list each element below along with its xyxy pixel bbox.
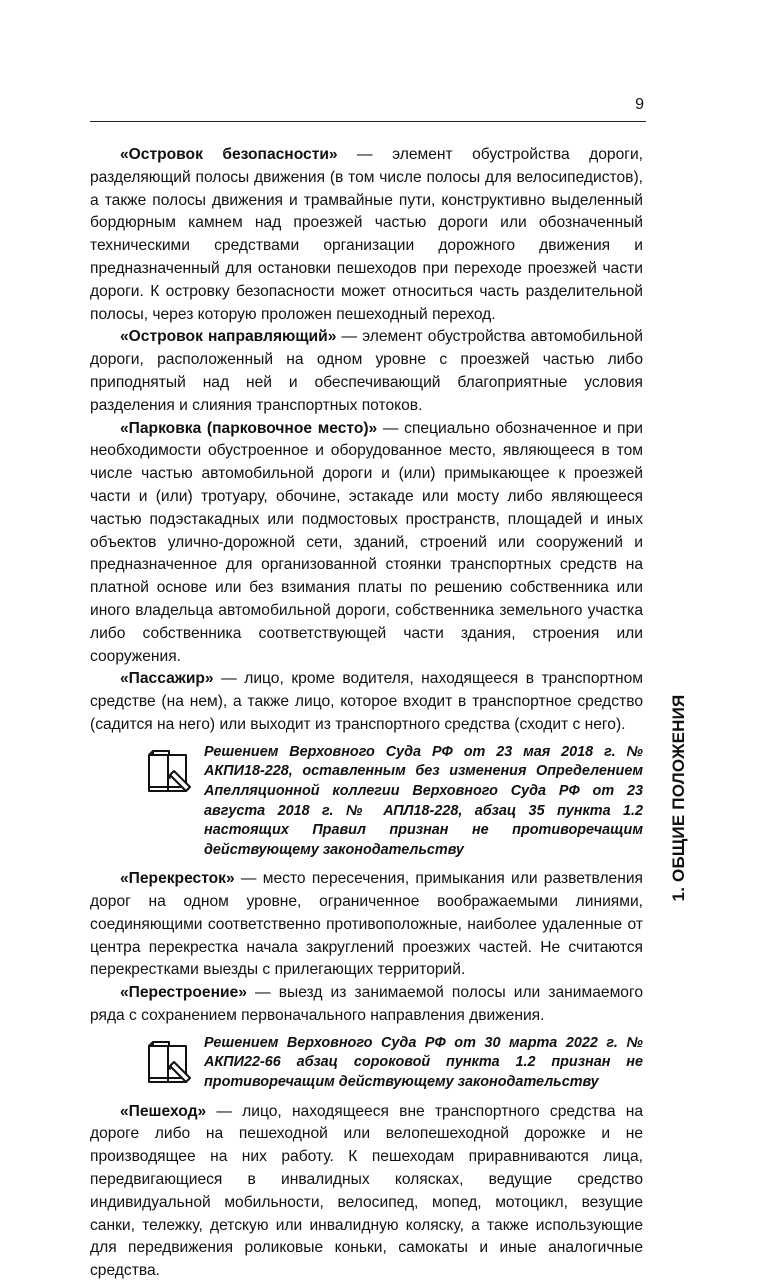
- definition-text: — лицо, кроме водителя, находящееся в транспортном средстве (на нем), а также лицо, которое входит в транспортное средство (садится на него) или выходит из транспортного средства (сходит с него).: [90, 670, 643, 733]
- court-note-text: Решением Верховного Суда РФ от 30 марта 2022 г. № АКПИ22-66 абзац сороковой пункта 1.2 признан не противоречащим действующему законодательству: [204, 1034, 643, 1091]
- definition-term: «Островок безопасности»: [120, 146, 338, 163]
- definition-paragraph: [90, 144, 643, 326]
- definition-term: «Пассажир»: [120, 670, 214, 688]
- court-note-text: Решением Верховного Суда РФ от 23 мая 2018 г. № АКПИ18-228, оставленным без изменения Определением Апелляционной коллегии Верховного Суда РФ от 23 августа 2018 г. № АПЛ18-228, абзац 35 пункта 1.2 настоящих Правил признан не противоречащим действующему законодательству: [204, 743, 643, 858]
- definition-paragraph: [90, 418, 643, 669]
- book-pen-icon: [146, 749, 196, 795]
- chapter-side-tab: [664, 694, 694, 902]
- chapter-side-tab-label: 1. ОБЩИЕ ПОЛОЖЕНИЯ: [669, 694, 688, 902]
- definition-text: — место пересечения, примыкания или разветвления дорог на одном уровне, ограниченное воображаемыми линиями, соединяющими соответственно противоположные, наиболее удаленные от центра перекрестка начала закруглений проезжих частей. Не считаются перекрестками выезды с прилегающих территорий.: [90, 870, 643, 979]
- header-rule: [90, 121, 646, 122]
- definition-paragraph: [90, 668, 643, 736]
- court-note: [90, 1034, 643, 1093]
- definition-term: «Перекресток»: [120, 870, 235, 888]
- definition-text: — выезд из занимаемой полосы или занимаемого ряда с сохранением первоначального направления движения.: [90, 984, 643, 1025]
- definition-term: «Парковка (парковочное место)»: [120, 419, 378, 437]
- court-note: [90, 743, 643, 861]
- definition-paragraph: [90, 326, 643, 417]
- definition-text: — лицо, находящееся вне транспортного средства на дороге либо на пешеходной или велопешеходной дорожке и не производящее на них работу. К пешеходам приравниваются лица, передвигающиеся в инвалидных колясках, ведущие средство индивидуальной мобильности, велосипед, мопед, мотоцикл, везущие санки, тележку, детскую или инвалидную коляску, а также использующие для передвижения роликовые коньки, самокаты и иные аналогичные средства.: [90, 1102, 643, 1280]
- page-number: 9: [635, 96, 644, 113]
- definition-paragraph: [90, 1101, 643, 1283]
- definition-text: — элемент обустройства дороги, разделяющий полосы движения (в том числе полосы для велосипедистов), а также полосы движения и трамвайные пути, конструктивно выделенный бордюрным камнем над проезжей частью дороги или обозначенный техническими средствами организации дорожного движения и предназначенный для остановки пешеходов при переходе проезжей части дороги. К островку безопасности может относиться часть разделительной полосы, через которую проложен пешеходный переход.: [90, 146, 643, 323]
- definition-text: — специально обозначенное и при необходимости обустроенное и оборудованное место, являющееся в том числе частью автомобильной дороги и (или) примыкающее к проезжей части и (или) тротуару, обочине, эстакаде или мосту либо являющееся частью подэстакадных или подмостовых пространств, площадей и иных объектов улично-дорожной сети, зданий, строений или сооружений и предназначенное для организованной стоянки транспортных средств на платной основе или без взимания платы по решению собственника или иного владельца автомобильной дороги, собственника земельного участка либо собственника соответствующей части здания, строения или сооружения.: [90, 419, 643, 665]
- definition-paragraph: [90, 982, 643, 1028]
- definition-term: «Пешеход»: [120, 1102, 207, 1120]
- definition-paragraph: [90, 868, 643, 982]
- book-pen-icon: [146, 1040, 196, 1086]
- page-content: [90, 144, 643, 1283]
- definition-text: — элемент обустройства автомобильной дороги, расположенный на одном уровне с проезжей частью либо приподнятый над ней и обеспечивающий благоприятные условия разделения и слияния транспортных потоков.: [90, 328, 644, 414]
- definition-term: «Перестроение»: [120, 984, 247, 1002]
- definition-term: «Островок направляющий»: [120, 328, 337, 346]
